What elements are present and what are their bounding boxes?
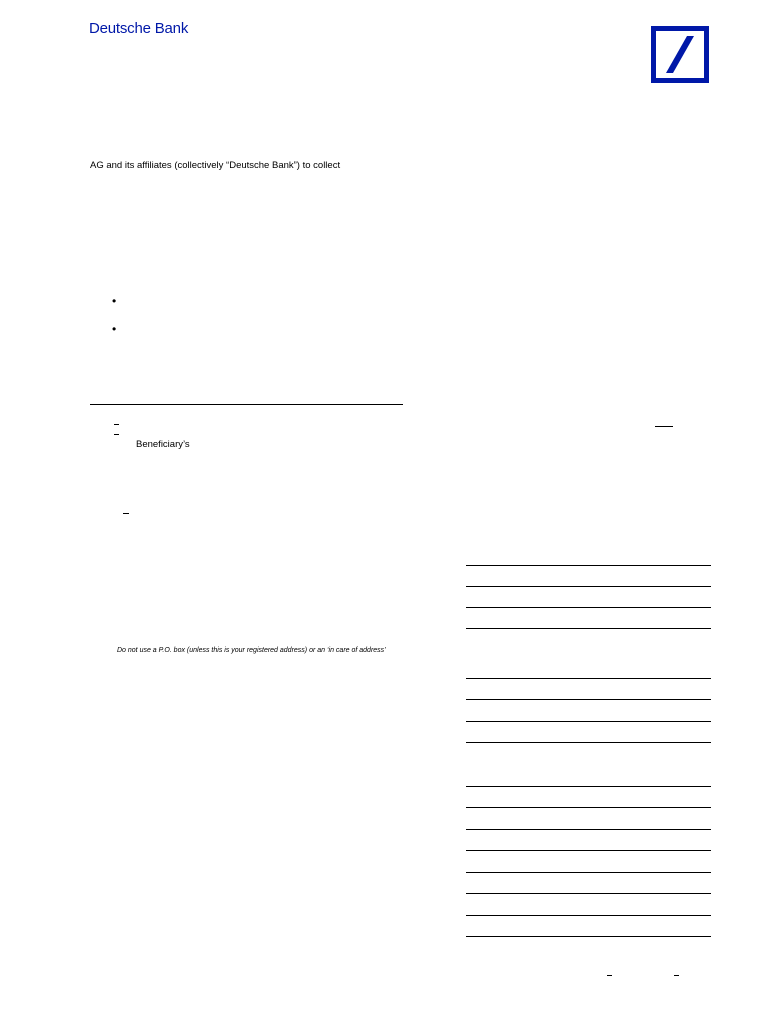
form-field-line[interactable] xyxy=(466,915,711,916)
form-field-line[interactable] xyxy=(466,586,711,587)
footer-tick-1 xyxy=(607,975,612,976)
option-blank-right[interactable] xyxy=(655,426,673,427)
form-field-line[interactable] xyxy=(466,936,711,937)
form-field-line[interactable] xyxy=(466,850,711,851)
form-field-line[interactable] xyxy=(466,742,711,743)
option-tick-1[interactable] xyxy=(114,424,119,425)
form-field-line[interactable] xyxy=(466,786,711,787)
form-field-line[interactable] xyxy=(466,721,711,722)
form-field-line[interactable] xyxy=(466,628,711,629)
option-tick-2[interactable] xyxy=(114,434,119,435)
brand-name: Deutsche Bank xyxy=(89,20,189,37)
bullet-marker-2: • xyxy=(112,322,117,336)
intro-text: AG and its affiliates (collectively “Deutsche Bank”) to collect xyxy=(90,160,341,171)
form-field-line[interactable] xyxy=(466,699,711,700)
form-field-line[interactable] xyxy=(466,807,711,808)
beneficiary-label: Beneficiary’s xyxy=(136,439,190,450)
form-field-line[interactable] xyxy=(466,607,711,608)
form-field-line[interactable] xyxy=(466,678,711,679)
bullet-marker-1: • xyxy=(112,294,117,308)
form-field-line[interactable] xyxy=(466,893,711,894)
address-note: Do not use a P.O. box (unless this is your registered address) or an ‘in care of address’ xyxy=(117,647,386,654)
section-divider xyxy=(90,404,403,405)
deutsche-bank-logo-icon xyxy=(651,26,709,83)
form-field-line[interactable] xyxy=(466,829,711,830)
option-tick-3[interactable] xyxy=(123,513,129,514)
footer-tick-2 xyxy=(674,975,679,976)
form-field-line[interactable] xyxy=(466,565,711,566)
form-field-line[interactable] xyxy=(466,872,711,873)
